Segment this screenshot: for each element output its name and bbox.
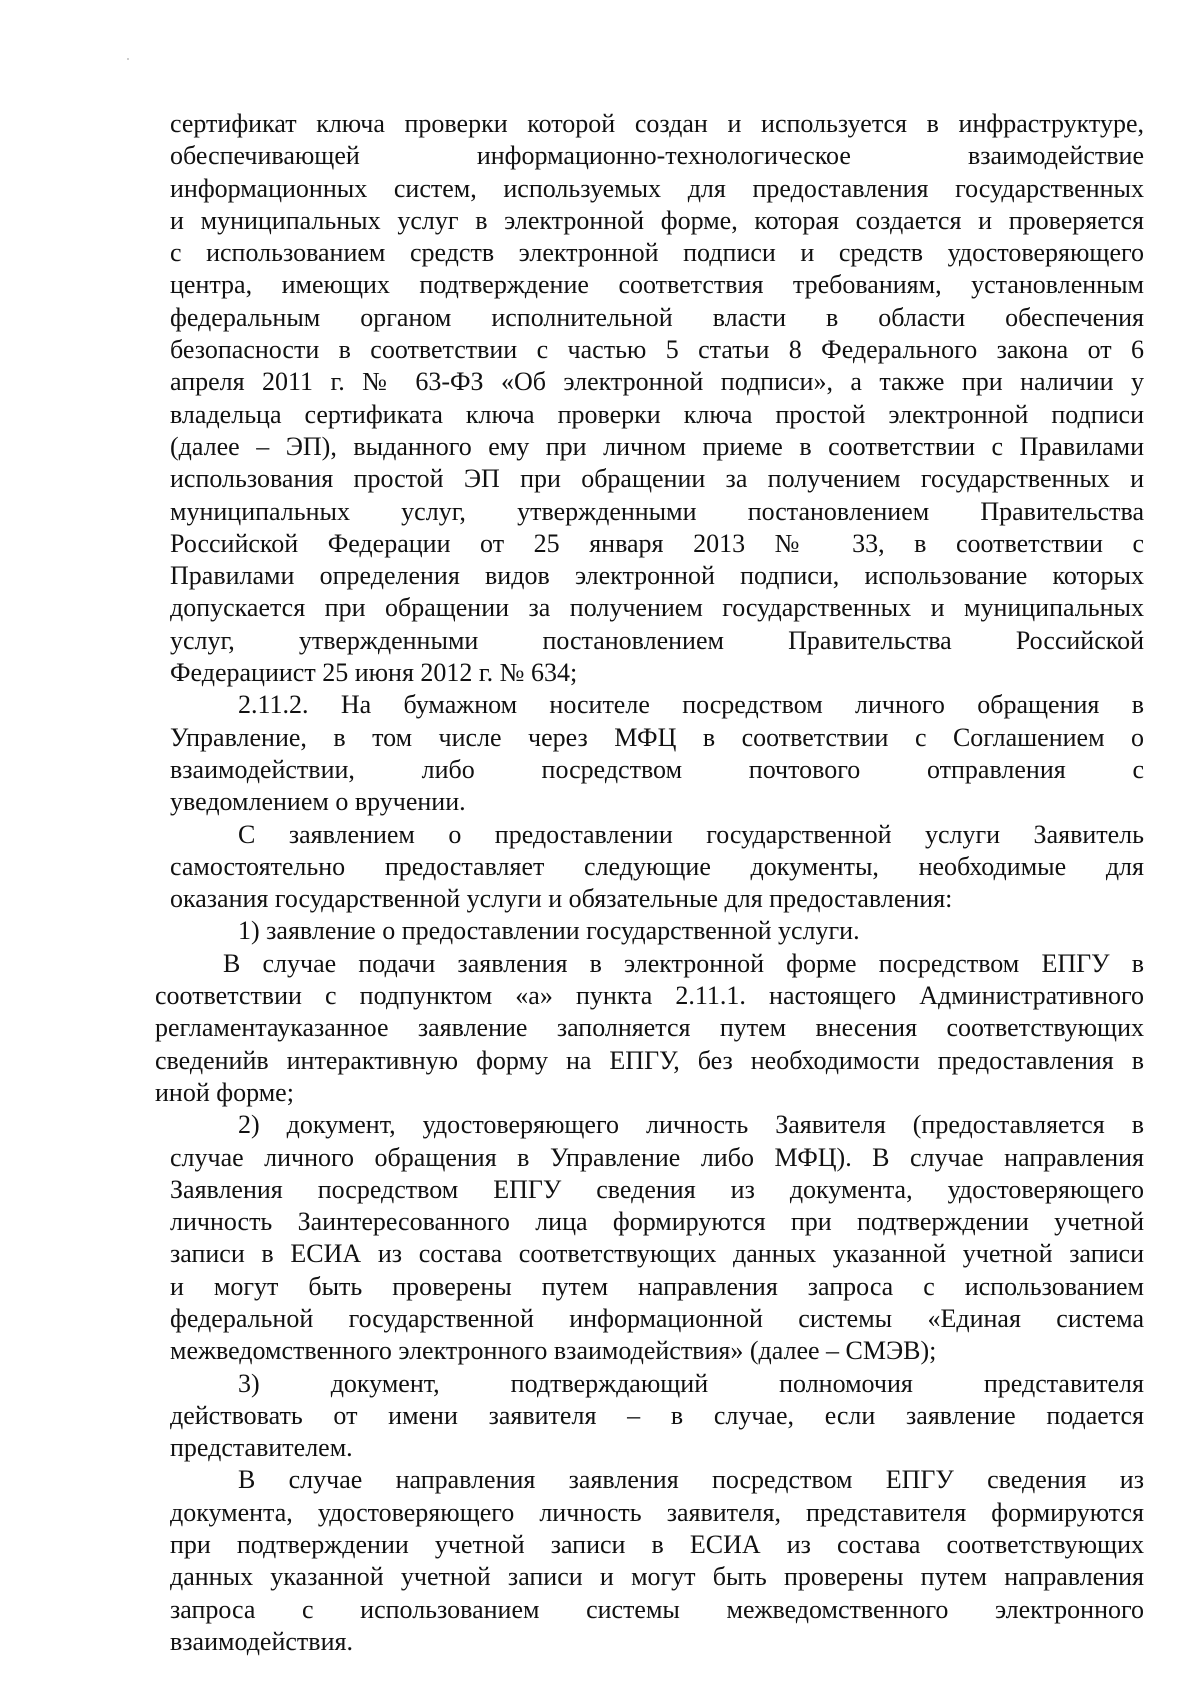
text-line: обеспечивающей информационно-технологическое взаимодействие: [170, 141, 1144, 171]
text-line: действовать от имени заявителя – в случае, если заявление подается: [170, 1400, 1144, 1430]
text-line: безопасности в соответствии с частью 5 статьи 8 Федерального закона от 6: [170, 335, 1144, 365]
text-line: апреля 2011 г. № 63-ФЗ «Об электронной подписи», а также при наличии у: [170, 367, 1144, 397]
text-line: сертификат ключа проверки которой создан и используется в инфраструктуре,: [170, 109, 1144, 138]
text-line: В случае подачи заявления в электронной форме посредством ЕПГУ в: [223, 948, 1144, 978]
text-line: оказания государственной услуги и обязательные для предоставления:: [170, 884, 953, 914]
text-line: при подтверждении учетной записи в ЕСИА из состава соответствующих: [170, 1530, 1144, 1560]
text-line: соответствии с подпунктом «а» пункта 2.11.1. настоящего Административного: [155, 981, 1144, 1011]
text-line: федеральным органом исполнительной власти в области обеспечения: [170, 302, 1144, 332]
text-line: допускается при обращении за получением государственных и муниципальных: [170, 593, 1144, 623]
text-line: Российской Федерации от 25 января 2013 № 33, в соответствии с: [170, 528, 1144, 558]
text-line: В случае направления заявления посредством ЕПГУ сведения из: [238, 1465, 1144, 1495]
text-line: иной форме;: [155, 1077, 294, 1107]
text-line: данных указанной учетной записи и могут быть проверены путем направления: [170, 1562, 1144, 1592]
text-line: и муниципальных услуг в электронной форме, которая создается и проверяется: [170, 205, 1144, 235]
text-line: услуг, утвержденными постановлением Правительства Российской: [170, 625, 1144, 655]
text-line: записи в ЕСИА из состава соответствующих данных указанной учетной записи: [170, 1239, 1144, 1269]
text-line: запроса с использованием системы межведомственного электронного: [170, 1594, 1144, 1624]
text-line: 2) документ, удостоверяющего личность Заявителя (предоставляется в: [238, 1110, 1144, 1140]
text-line: самостоятельно предоставляет следующие документы, необходимые для: [170, 851, 1144, 881]
text-line: личность Заинтересованного лица формируются при подтверждении учетной: [170, 1207, 1144, 1237]
text-line: документа, удостоверяющего личность заявителя, представителя формируются: [170, 1497, 1144, 1527]
text-line: случае личного обращения в Управление либо МФЦ). В случае направления: [170, 1142, 1144, 1172]
text-line: сведенийв интерактивную форму на ЕПГУ, без необходимости предоставления в: [155, 1045, 1144, 1075]
text-line: 3) документ, подтверждающий полномочия представителя: [238, 1368, 1144, 1398]
text-line: представителем.: [170, 1433, 353, 1463]
text-line: С заявлением о предоставлении государственной услуги Заявитель: [238, 819, 1144, 849]
text-line: 1) заявление о предоставлении государственной услуги.: [238, 916, 860, 946]
text-line: и могут быть проверены путем направления запроса с использованием: [170, 1271, 1144, 1301]
text-line: Управление, в том числе через МФЦ в соответствии с Соглашением о: [170, 722, 1144, 752]
text-line: (далее – ЭП), выданного ему при личном приеме в соответствии с Правилами: [170, 431, 1144, 461]
text-line: взаимодействии, либо посредством почтового отправления с: [170, 754, 1144, 784]
text-line: муниципальных услуг, утвержденными постановлением Правительства: [170, 496, 1144, 526]
text-line: взаимодействия.: [170, 1626, 353, 1656]
text-line: межведомственного электронного взаимодействия» (далее – СМЭВ);: [170, 1336, 937, 1366]
text-line: Федерациист 25 июня 2012 г. № 634;: [170, 658, 578, 688]
text-line: центра, имеющих подтверждение соответствия требованиям, установленным: [170, 270, 1144, 300]
text-line: Правилами определения видов электронной подписи, использование которых: [170, 561, 1144, 591]
document-body: [155, 108, 1144, 1658]
scan-speck: [127, 58, 129, 60]
text-line: федеральной государственной информационной системы «Единая система: [170, 1303, 1144, 1333]
text-line: Заявления посредством ЕПГУ сведения из документа, удостоверяющего: [170, 1174, 1144, 1204]
text-line: использования простой ЭП при обращении за получением государственных и: [170, 464, 1144, 494]
text-line: владельца сертификата ключа проверки ключа простой электронной подписи: [170, 399, 1144, 429]
text-line: информационных систем, используемых для предоставления государственных: [170, 173, 1144, 203]
text-line: 2.11.2. На бумажном носителе посредством личного обращения в: [238, 690, 1144, 720]
text-line: с использованием средств электронной подписи и средств удостоверяющего: [170, 238, 1144, 268]
text-line: регламентауказанное заявление заполняется путем внесения соответствующих: [155, 1013, 1144, 1043]
text-line: уведомлением о вручении.: [170, 787, 466, 817]
